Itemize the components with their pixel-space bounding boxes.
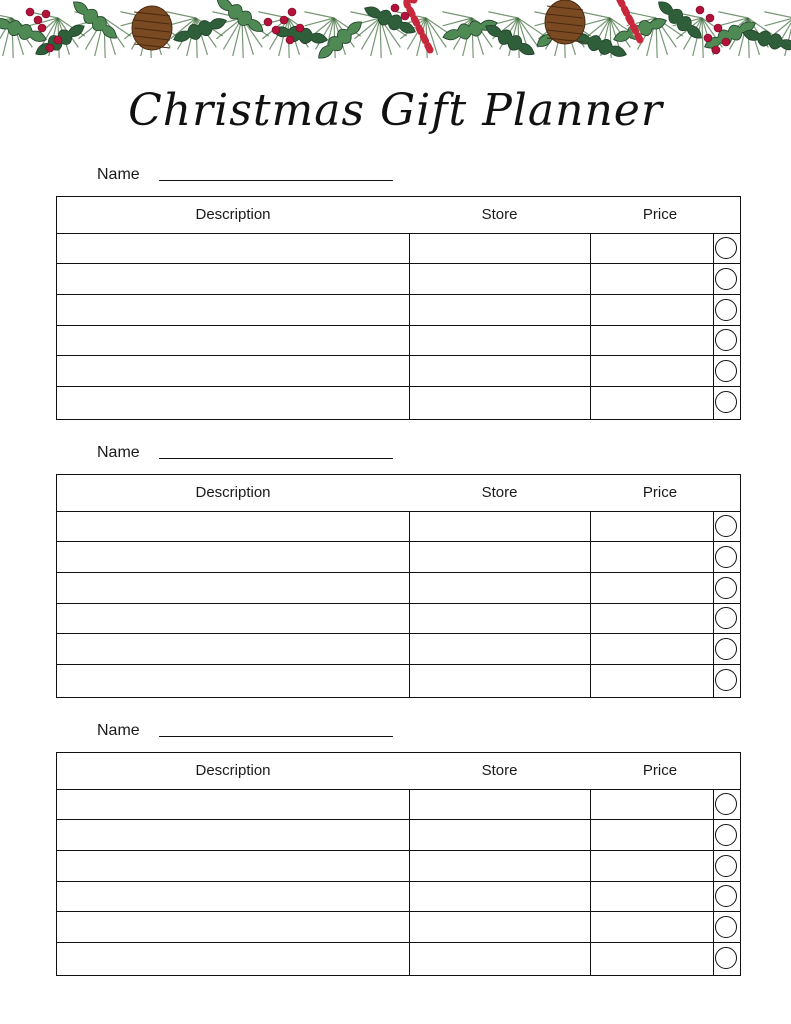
store-cell[interactable] — [409, 604, 590, 633]
page-title: Christmas Gift Planner — [128, 85, 663, 136]
store-cell[interactable] — [409, 821, 590, 850]
store-cell[interactable] — [409, 852, 590, 881]
gift-table — [56, 474, 741, 698]
holly-garland-decoration — [0, 0, 791, 80]
name-label: Name — [97, 166, 140, 183]
store-cell[interactable] — [409, 296, 590, 325]
description-cell[interactable] — [57, 821, 409, 850]
name-field[interactable] — [159, 458, 393, 459]
table-row — [57, 388, 740, 418]
purchased-checkbox[interactable] — [715, 669, 737, 691]
table-row — [57, 821, 740, 851]
price-cell[interactable] — [590, 543, 713, 572]
red-berry-icon — [46, 44, 54, 52]
red-berry-icon — [38, 24, 46, 32]
description-cell[interactable] — [57, 388, 409, 418]
store-cell[interactable] — [409, 666, 590, 696]
price-cell[interactable] — [590, 357, 713, 386]
purchased-checkbox[interactable] — [715, 824, 737, 846]
purchased-checkbox[interactable] — [715, 947, 737, 969]
price-cell[interactable] — [590, 296, 713, 325]
description-cell[interactable] — [57, 543, 409, 572]
store-cell[interactable] — [409, 543, 590, 572]
price-cell[interactable] — [590, 234, 713, 263]
description-cell[interactable] — [57, 635, 409, 664]
store-cell[interactable] — [409, 882, 590, 911]
store-cell[interactable] — [409, 913, 590, 942]
red-berry-icon — [401, 12, 409, 20]
description-cell[interactable] — [57, 852, 409, 881]
red-berry-icon — [54, 36, 62, 44]
purchased-checkbox[interactable] — [715, 855, 737, 877]
price-cell[interactable] — [590, 852, 713, 881]
table-header — [57, 475, 740, 512]
price-cell[interactable] — [590, 821, 713, 850]
purchased-checkbox[interactable] — [715, 916, 737, 938]
description-cell[interactable] — [57, 512, 409, 541]
description-cell[interactable] — [57, 944, 409, 974]
price-cell[interactable] — [590, 388, 713, 418]
purchased-checkbox[interactable] — [715, 607, 737, 629]
description-cell[interactable] — [57, 882, 409, 911]
purchased-checkbox[interactable] — [715, 515, 737, 537]
red-berry-icon — [280, 16, 288, 24]
store-cell[interactable] — [409, 944, 590, 974]
purchased-checkbox[interactable] — [715, 360, 737, 382]
table-row — [57, 666, 740, 696]
price-cell[interactable] — [590, 635, 713, 664]
table-row — [57, 635, 740, 665]
price-cell[interactable] — [590, 326, 713, 355]
table-row — [57, 790, 740, 820]
table-row — [57, 882, 740, 912]
table-header — [57, 753, 740, 790]
table-row — [57, 326, 740, 356]
column-header-price: Price — [642, 484, 678, 501]
purchased-checkbox[interactable] — [715, 329, 737, 351]
column-header-store: Store — [481, 762, 518, 779]
red-berry-icon — [712, 46, 720, 54]
table-row — [57, 543, 740, 573]
column-header-description: Description — [195, 206, 271, 223]
purchased-checkbox[interactable] — [715, 391, 737, 413]
red-berry-icon — [722, 38, 730, 46]
description-cell[interactable] — [57, 913, 409, 942]
table-row — [57, 512, 740, 542]
purchased-checkbox[interactable] — [715, 577, 737, 599]
purchased-checkbox[interactable] — [715, 793, 737, 815]
gift-table — [56, 752, 741, 976]
red-berry-icon — [34, 16, 42, 24]
red-berry-icon — [296, 24, 304, 32]
column-header-store: Store — [481, 206, 518, 223]
store-cell[interactable] — [409, 326, 590, 355]
table-row — [57, 234, 740, 264]
table-header — [57, 197, 740, 234]
red-berry-icon — [706, 14, 714, 22]
purchased-checkbox[interactable] — [715, 299, 737, 321]
name-field[interactable] — [159, 180, 393, 181]
red-berry-icon — [286, 36, 294, 44]
description-cell[interactable] — [57, 265, 409, 294]
store-cell[interactable] — [409, 574, 590, 603]
purchased-checkbox[interactable] — [715, 268, 737, 290]
purchased-checkbox[interactable] — [715, 638, 737, 660]
purchased-checkbox[interactable] — [715, 885, 737, 907]
name-label: Name — [97, 444, 140, 461]
description-cell[interactable] — [57, 326, 409, 355]
column-header-price: Price — [642, 762, 678, 779]
store-cell[interactable] — [409, 265, 590, 294]
purchased-checkbox[interactable] — [715, 546, 737, 568]
red-berry-icon — [714, 24, 722, 32]
store-cell[interactable] — [409, 635, 590, 664]
red-berry-icon — [264, 18, 272, 26]
table-row — [57, 357, 740, 387]
store-cell[interactable] — [409, 234, 590, 263]
description-cell[interactable] — [57, 666, 409, 696]
name-label: Name — [97, 722, 140, 739]
table-row — [57, 852, 740, 882]
red-berry-icon — [391, 4, 399, 12]
store-cell[interactable] — [409, 357, 590, 386]
price-cell[interactable] — [590, 574, 713, 603]
table-row — [57, 944, 740, 974]
table-row — [57, 913, 740, 943]
price-cell[interactable] — [590, 265, 713, 294]
price-cell[interactable] — [590, 882, 713, 911]
pine-sprig-icon — [518, 18, 545, 36]
gift-table — [56, 196, 741, 420]
price-cell[interactable] — [590, 913, 713, 942]
price-cell[interactable] — [590, 790, 713, 819]
table-row — [57, 574, 740, 604]
column-header-price: Price — [642, 206, 678, 223]
description-cell[interactable] — [57, 357, 409, 386]
description-cell[interactable] — [57, 790, 409, 819]
holly-leaf-icon — [171, 13, 229, 47]
table-row — [57, 296, 740, 326]
table-row — [57, 604, 740, 634]
price-cell[interactable] — [590, 604, 713, 633]
column-header-description: Description — [195, 762, 271, 779]
red-berry-icon — [696, 6, 704, 14]
red-berry-icon — [26, 8, 34, 16]
purchased-checkbox[interactable] — [715, 237, 737, 259]
name-field[interactable] — [159, 736, 393, 737]
column-header-store: Store — [481, 484, 518, 501]
column-header-description: Description — [195, 484, 271, 501]
price-cell[interactable] — [590, 666, 713, 696]
store-cell[interactable] — [409, 388, 590, 418]
price-cell[interactable] — [590, 944, 713, 974]
red-berry-icon — [704, 34, 712, 42]
price-cell[interactable] — [590, 512, 713, 541]
red-berry-icon — [42, 10, 50, 18]
red-berry-icon — [288, 8, 296, 16]
description-cell[interactable] — [57, 234, 409, 263]
red-berry-icon — [272, 26, 280, 34]
description-cell[interactable] — [57, 296, 409, 325]
holly-leaf-icon — [69, 0, 122, 44]
store-cell[interactable] — [409, 512, 590, 541]
table-row — [57, 265, 740, 295]
description-cell[interactable] — [57, 604, 409, 633]
store-cell[interactable] — [409, 790, 590, 819]
description-cell[interactable] — [57, 574, 409, 603]
